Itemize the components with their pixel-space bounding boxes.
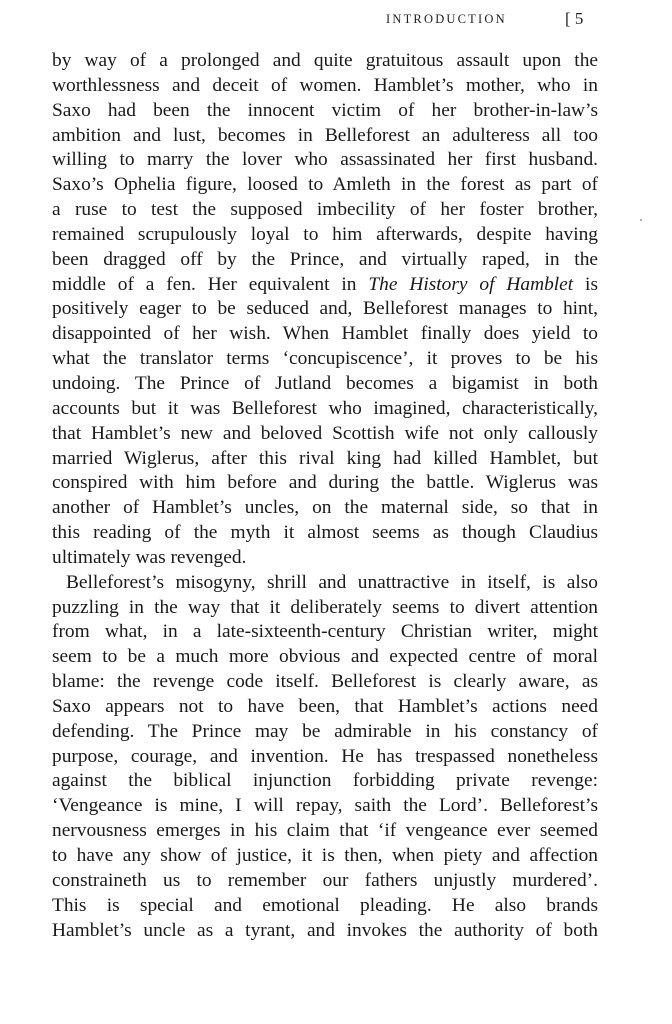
text-line <box>52 223 598 248</box>
running-head <box>0 10 672 30</box>
text-segment: Hamblet’s uncle as a tyrant, and invokes the authority of both <box>52 919 598 941</box>
text-segment: Belleforest’s misogyny, shrill and unattractive in itself, is also <box>66 571 598 593</box>
body-text <box>52 49 598 943</box>
text-line <box>52 372 598 397</box>
text-segment: nervousness emerges in his claim that ‘if vengeance ever seemed <box>52 820 598 842</box>
text-line <box>52 397 598 422</box>
text-segment: blame: the revenge code itself. Belleforest is clearly aware, as <box>52 671 598 693</box>
text-line <box>52 894 598 919</box>
text-segment: married Wiglerus, after this rival king had killed Hamblet, but <box>52 447 598 469</box>
text-segment: middle of a fen. Her equivalent in <box>52 273 369 295</box>
italic-title: The History of Hamblet <box>368 273 574 295</box>
text-line <box>52 919 598 944</box>
text-line <box>52 322 598 347</box>
text-line <box>52 794 598 819</box>
text-line <box>52 571 598 596</box>
text-line <box>52 148 598 173</box>
text-segment: Saxo had been the innocent victim of her brother-in-law’s <box>52 99 598 121</box>
text-segment: against the biblical injunction forbidding private revenge: <box>52 770 598 792</box>
text-segment: disappointed of her wish. When Hamblet finally does yield to <box>52 323 598 345</box>
text-line <box>52 496 598 521</box>
text-segment: constraineth us to remember our fathers unjustly murdered’. <box>52 869 598 891</box>
text-segment: a ruse to test the supposed imbecility of her foster brother, <box>52 199 598 221</box>
text-segment: seem to be a much more obvious and expected centre of moral <box>52 646 598 668</box>
text-segment: that Hamblet’s new and beloved Scottish wife not only callously <box>52 422 598 444</box>
text-line <box>52 695 598 720</box>
text-line <box>52 198 598 223</box>
text-line <box>52 596 598 621</box>
text-segment: Saxo’s Ophelia figure, loosed to Amleth in the forest as part of <box>52 174 598 196</box>
text-line <box>52 844 598 869</box>
running-title: INTRODUCTION <box>386 12 507 26</box>
text-segment: undoing. The Prince of Jutland becomes a bigamist in both <box>52 372 598 394</box>
text-line <box>52 521 598 546</box>
text-line <box>52 74 598 99</box>
text-line <box>52 447 598 472</box>
text-line <box>52 471 598 496</box>
text-line <box>52 670 598 695</box>
text-line <box>52 620 598 645</box>
text-line <box>52 248 598 273</box>
text-line <box>52 297 598 322</box>
paper-speck <box>640 219 642 221</box>
text-line <box>52 124 598 149</box>
text-line <box>52 49 598 74</box>
text-segment: conspired with him before and during the battle. Wiglerus was <box>52 472 598 494</box>
text-segment: purpose, courage, and invention. He has trespassed nonetheless <box>52 745 598 767</box>
text-segment: to have any show of justice, it is then, when piety and affection <box>52 845 598 866</box>
text-line <box>52 422 598 447</box>
text-line <box>52 720 598 745</box>
text-segment: worthlessness and deceit of women. Hamblet’s mother, who in <box>52 74 598 96</box>
page-number: [ 5 <box>565 9 584 28</box>
text-line <box>52 173 598 198</box>
text-segment: remained scrupulously loyal to him afterwards, despite having <box>52 223 598 245</box>
text-segment: by way of a prolonged and quite gratuitous assault upon the <box>52 50 598 71</box>
text-segment: is <box>573 273 598 295</box>
text-segment: ambition and lust, becomes in Belleforest an adulteress all too <box>52 124 598 146</box>
text-segment: defending. The Prince may be admirable in his constancy of <box>52 720 598 742</box>
text-line <box>52 347 598 372</box>
text-segment: another of Hamblet’s uncles, on the maternal side, so that in <box>52 497 598 519</box>
text-segment: Saxo appears not to have been, that Hamblet’s actions need <box>52 695 598 717</box>
text-line <box>52 745 598 770</box>
text-segment: from what, in a late-sixteenth-century Christian writer, might <box>52 621 598 643</box>
text-line <box>52 546 598 571</box>
text-line <box>52 769 598 794</box>
text-segment: accounts but it was Belleforest who imagined, characteristically, <box>52 397 598 419</box>
text-segment: puzzling in the way that it deliberately seems to divert attention <box>52 596 598 618</box>
text-segment: ‘Vengeance is mine, I will repay, saith the Lord’. Belleforest’s <box>52 795 598 817</box>
text-segment: This is special and emotional pleading. He also brands <box>52 894 598 916</box>
text-line <box>52 99 598 124</box>
text-segment: positively eager to be seduced and, Belleforest manages to hint, <box>52 298 598 320</box>
text-line <box>52 273 598 298</box>
text-line <box>52 645 598 670</box>
text-line <box>52 869 598 894</box>
text-segment: this reading of the myth it almost seems as though Claudius <box>52 522 598 544</box>
text-segment: been dragged off by the Prince, and virtually raped, in the <box>52 248 598 270</box>
text-segment: ultimately was revenged. <box>52 546 247 568</box>
text-segment: willing to marry the lover who assassinated her first husband. <box>52 149 598 171</box>
text-line <box>52 819 598 844</box>
text-segment: what the translator terms ‘concupiscence’, it proves to be his <box>52 348 598 370</box>
